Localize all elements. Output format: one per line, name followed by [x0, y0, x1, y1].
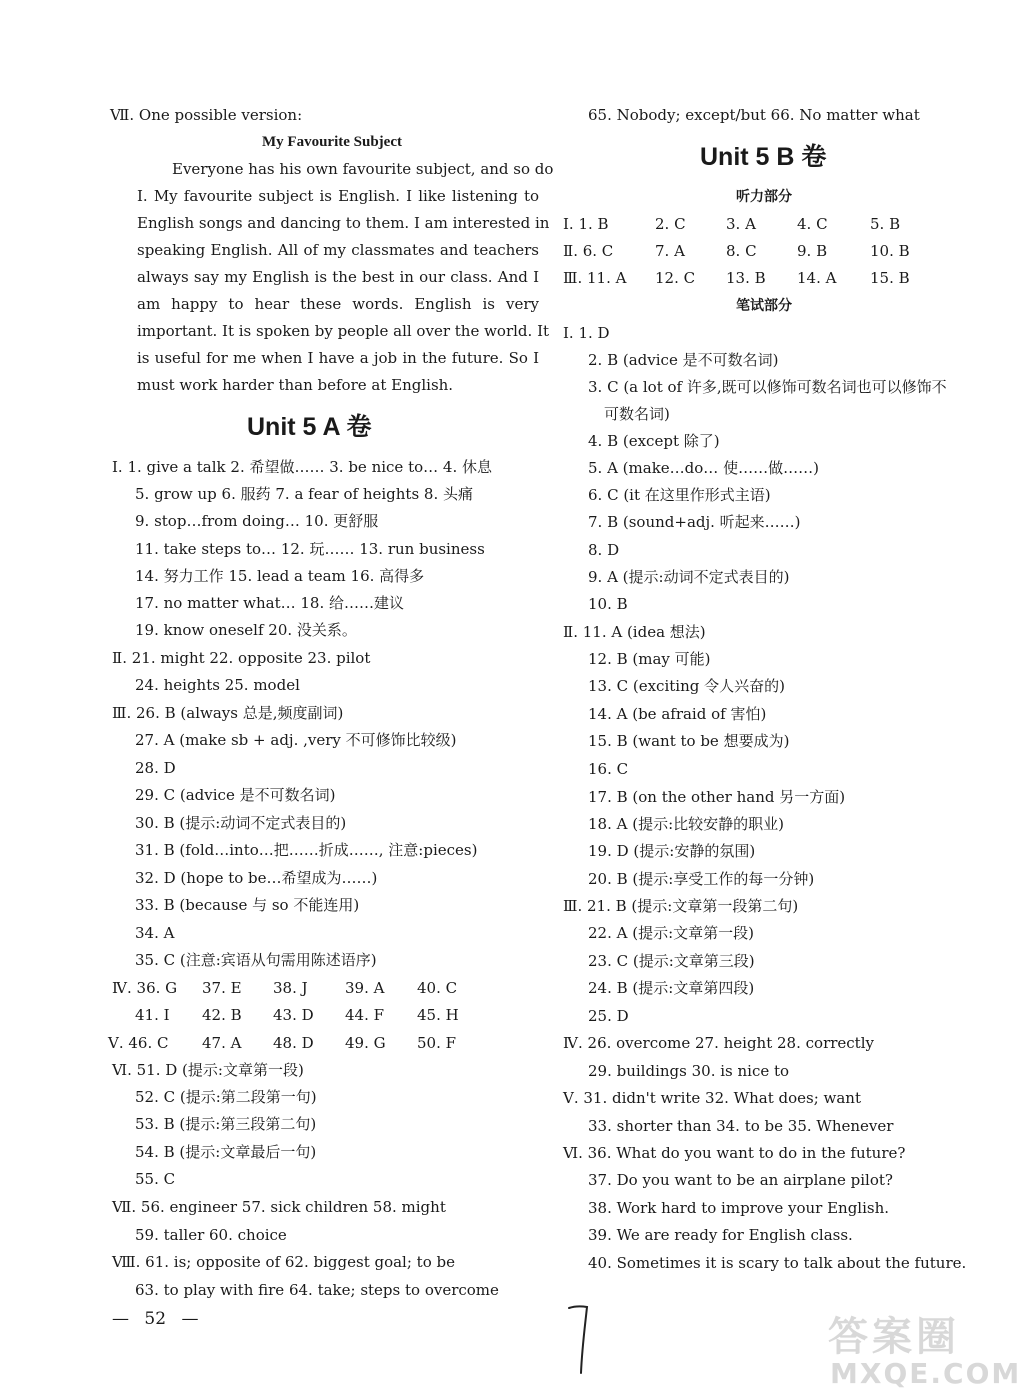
answer-line: 10. B: [588, 595, 628, 613]
answer-line: Ⅱ. 11. A (idea 想法): [563, 623, 706, 641]
answer-line: 20. B (提示:享受工作的每一分钟): [588, 870, 815, 888]
answer-line: Ⅵ. 36. What do you want to do in the future?: [563, 1144, 906, 1162]
essay-title: My Favourite Subject: [262, 134, 402, 150]
answer-cell: 48. D: [273, 1034, 314, 1052]
answer-cell: 49. G: [345, 1034, 386, 1052]
answer-line: 15. B (want to be 想要成为): [588, 732, 790, 750]
answer-line: 11. take steps to… 12. 玩…… 13. run business: [135, 540, 485, 558]
answer-cell: 39. A: [345, 979, 385, 997]
answer-cell: 14. A: [797, 269, 837, 287]
answer-cell: Ⅰ. 1. B: [563, 215, 609, 233]
answer-line: 19. know oneself 20. 没关系。: [135, 621, 357, 639]
answer-line: 52. C (提示:第二段第一句): [135, 1088, 317, 1106]
answer-line: Ⅲ. 21. B (提示:文章第一段第二句): [563, 897, 799, 915]
watermark-logo: [818, 1305, 1021, 1393]
answer-line: 29. C (advice 是不可数名词): [135, 786, 336, 804]
watermark-cn-text: 答案圈: [828, 1314, 960, 1360]
answer-line: 3. C (a lot of 许多,既可以修饰可数名词也可以修饰不: [588, 378, 947, 396]
answer-line: Ⅲ. 26. B (always 总是,频度副词): [112, 704, 344, 722]
answer-line: 24. B (提示:文章第四段): [588, 979, 755, 997]
answer-line: Ⅳ. 26. overcome 27. height 28. correctly: [563, 1034, 874, 1052]
answer-line: 2. B (advice 是不可数名词): [588, 351, 779, 369]
watermark-url-text: MXQE.COM: [830, 1357, 1021, 1390]
answer-line: 9. A (提示:动词不定式表目的): [588, 568, 790, 586]
answer-line: 63. to play with fire 64. take; steps to overcome: [135, 1281, 499, 1299]
answer-line: 29. buildings 30. is nice to: [588, 1062, 790, 1080]
answer-line: 30. B (提示:动词不定式表目的): [135, 814, 347, 832]
essay-line: English songs and dancing to them. I am interested in: [137, 214, 550, 232]
essay-line: speaking English. All of my classmates and teachers: [137, 241, 539, 259]
answer-line: 13. C (exciting 令人兴奋的): [588, 677, 785, 695]
listening-grid-row: [560, 211, 1000, 238]
answer-cell: 10. B: [870, 242, 910, 260]
answer-line: 54. B (提示:文章最后一句): [135, 1143, 317, 1161]
unit-title-b: Unit 5 B 卷: [700, 143, 827, 171]
listening-grid-row: [560, 265, 1000, 292]
listening-grid-row: [560, 238, 1000, 265]
answer-cell: Ⅱ. 6. C: [563, 242, 614, 260]
answer-cell: Ⅳ. 36. G: [112, 979, 178, 997]
answer-cell: 45. H: [417, 1006, 459, 1024]
answer-line: 8. D: [588, 541, 620, 559]
answer-line: 5. grow up 6. 服药 7. a fear of heights 8. 头痛: [135, 485, 473, 503]
answer-cell: 41. I: [135, 1006, 170, 1024]
answer-cell: 40. C: [417, 979, 458, 997]
answer-line: Ⅷ. 61. is; opposite of 62. biggest goal; to be: [112, 1253, 455, 1271]
listening-section-title: 听力部分: [736, 189, 792, 205]
answer-cell: 13. B: [726, 269, 766, 287]
answer-grid-row: [0, 1002, 560, 1029]
answer-line: 33. B (because 与 so 不能连用): [135, 896, 360, 914]
answer-line: 65. Nobody; except/but 66. No matter what: [588, 106, 920, 124]
answer-line: 40. Sometimes it is scary to talk about the future.: [588, 1254, 967, 1272]
answer-cell: 8. C: [726, 242, 757, 260]
essay-line: important. It is spoken by people all over the world. It: [137, 322, 550, 340]
answer-line: 25. D: [588, 1007, 629, 1025]
answer-line: 17. no matter what… 18. 给……建议: [135, 594, 404, 612]
answer-cell: 50. F: [417, 1034, 457, 1052]
essay-line: always say my English is the best in our class. And I: [137, 268, 539, 286]
answer-cell: 15. B: [870, 269, 910, 287]
answer-cell: 43. D: [273, 1006, 314, 1024]
essay-line: Everyone has his own favourite subject, and so do: [172, 160, 554, 178]
answer-cell: 42. B: [202, 1006, 242, 1024]
answer-line: 23. C (提示:文章第三段): [588, 952, 755, 970]
answer-grid-row: [0, 975, 560, 1002]
answer-line: 19. D (提示:安静的氛围): [588, 842, 756, 860]
answer-line: 7. B (sound+adj. 听起来……): [588, 513, 801, 531]
written-section-title: 笔试部分: [736, 298, 792, 314]
answer-line: Ⅰ. 1. give a talk 2. 希望做…… 3. be nice to… 4. 休息: [112, 458, 492, 476]
answer-line: 9. stop…from doing… 10. 更舒服: [135, 512, 379, 530]
essay-line: is useful for me when I have a job in the future. So I: [137, 349, 539, 367]
answer-line: 32. D (hope to be…希望成为……): [135, 869, 378, 887]
answer-cell: Ⅴ. 46. C: [108, 1034, 169, 1052]
answer-line: 39. We are ready for English class.: [588, 1226, 853, 1244]
answer-line: 14. 努力工作 15. lead a team 16. 高得多: [135, 567, 425, 585]
answer-line: 4. B (except 除了): [588, 432, 720, 450]
answer-line: 24. heights 25. model: [135, 676, 300, 694]
answer-line: Ⅴ. 31. didn't write 32. What does; want: [563, 1089, 861, 1107]
answer-line: Ⅶ. 56. engineer 57. sick children 58. might: [112, 1198, 446, 1216]
answer-line: 16. C: [588, 760, 629, 778]
answer-line: 38. Work hard to improve your English.: [588, 1199, 890, 1217]
answer-cell: 2. C: [655, 215, 686, 233]
answer-line: 6. C (it 在这里作形式主语): [588, 486, 771, 504]
essay-line: I. My favourite subject is English. I like listening to: [137, 187, 539, 205]
answer-cell: 37. E: [202, 979, 242, 997]
essay-line: must work harder than before at English.: [137, 376, 454, 394]
essay-line: am happy to hear these words. English is very: [137, 295, 539, 313]
answer-line: 12. B (may 可能): [588, 650, 711, 668]
unit-title-a: Unit 5 A 卷: [247, 413, 372, 441]
answer-line: 可数名词): [604, 405, 670, 423]
answer-cell: Ⅲ. 11. A: [563, 269, 627, 287]
essay-intro: Ⅶ. One possible version:: [110, 106, 303, 124]
answer-cell: 5. B: [870, 215, 901, 233]
answer-line: Ⅱ. 21. might 22. opposite 23. pilot: [112, 649, 371, 667]
answer-grid-row: [0, 1030, 560, 1057]
page-number: — 52 —: [112, 1309, 199, 1329]
answer-cell: 9. B: [797, 242, 828, 260]
answer-cell: 4. C: [797, 215, 828, 233]
answer-line: 37. Do you want to be an airplane pilot?: [588, 1171, 893, 1189]
answer-cell: 47. A: [202, 1034, 242, 1052]
answer-line: 22. A (提示:文章第一段): [588, 924, 754, 942]
answer-cell: 12. C: [655, 269, 696, 287]
answer-line: 33. shorter than 34. to be 35. Whenever: [588, 1117, 894, 1135]
answer-line: 14. A (be afraid of 害怕): [588, 705, 767, 723]
answer-cell: 3. A: [726, 215, 756, 233]
answer-cell: 38. J: [273, 979, 308, 997]
answer-line: Ⅰ. 1. D: [563, 324, 610, 342]
answer-line: 35. C (注意:宾语从句需用陈述语序): [135, 951, 377, 969]
answer-line: 18. A (提示:比较安静的职业): [588, 815, 784, 833]
answer-line: Ⅵ. 51. D (提示:文章第一段): [112, 1061, 304, 1079]
handwritten-seven-mark: [565, 1298, 595, 1378]
answer-line: 31. B (fold…into…把……折成……, 注意:pieces): [135, 841, 478, 859]
answer-line: 53. B (提示:第三段第二句): [135, 1115, 317, 1133]
answer-cell: 44. F: [345, 1006, 385, 1024]
answer-line: 17. B (on the other hand 另一方面): [588, 788, 846, 806]
answer-line: 59. taller 60. choice: [135, 1226, 287, 1244]
answer-line: 34. A: [135, 924, 175, 942]
answer-line: 28. D: [135, 759, 176, 777]
answer-line: 27. A (make sb + adj. ,very 不可修饰比较级): [135, 731, 457, 749]
answer-line: 5. A (make…do… 使……做……): [588, 459, 819, 477]
answer-cell: 7. A: [655, 242, 685, 260]
answer-line: 55. C: [135, 1170, 176, 1188]
